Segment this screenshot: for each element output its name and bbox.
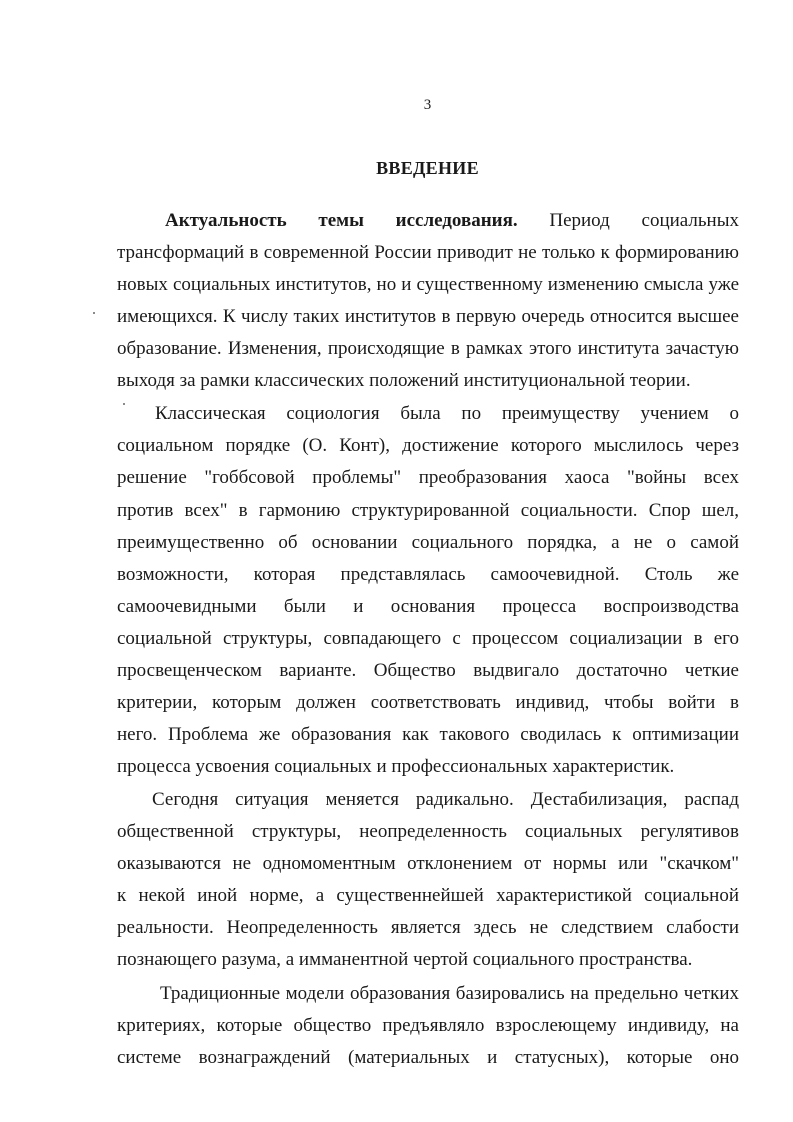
text-line: имеющихся. К числу таких институтов в первую очередь относится высшее [117, 306, 739, 327]
text-line: Традиционные модели образования базировались на предельно четких [160, 983, 739, 1004]
text-line: Классическая социология была по преимуществу учением о [155, 403, 739, 424]
text-line: системе вознаграждений (материальных и статусных), которые оно [117, 1047, 739, 1068]
text-line: Сегодня ситуация меняется радикально. Дестабилизация, распад [152, 789, 739, 810]
page-number: 3 [423, 97, 432, 113]
text-line: образование. Изменения, происходящие в рамках этого института зачастую [117, 338, 739, 359]
text-line: преимущественно об основании социального порядка, а не о самой [117, 532, 739, 553]
text-line: процесса усвоения социальных и профессиональных характеристик. [117, 756, 675, 777]
text-line: самоочевидными были и основания процесса воспроизводства [117, 596, 739, 617]
text-line [165, 209, 739, 233]
text-line: выходя за рамки классических положений институциональной теории. [117, 370, 691, 391]
text-line: общественной структуры, неопределенность социальных регулятивов [117, 821, 739, 842]
text-line: критерии, которым должен соответствовать индивид, чтобы войти в [117, 692, 739, 713]
text-line: решение "гоббсовой проблемы" преобразования хаоса "войны всех [117, 467, 739, 488]
text-line: просвещенческом варианте. Общество выдвигало достаточно четкие [117, 660, 739, 681]
bold-lead: Актуальность темы исследования. [165, 210, 518, 231]
text-line: реальности. Неопределенность является здесь не следствием слабости [117, 917, 739, 938]
text-line: него. Проблема же образования как такового сводилась к оптимизации [117, 724, 739, 745]
text-line: трансформаций в современной России приводит не только к формированию [117, 242, 739, 263]
text-line: социальной структуры, совпадающего с процессом социализации в его [117, 628, 739, 649]
text-line: против всех" в гармонию структурированной социальности. Спор шел, [117, 500, 739, 521]
text-line: познающего разума, а имманентной чертой социального пространства. [117, 949, 693, 970]
text-line: возможности, которая представлялась самоочевидной. Столь же [117, 564, 739, 585]
line-text: Период социальных [517, 210, 739, 231]
text-line: оказываются не одномоментным отклонением от нормы или "скачком" [117, 853, 739, 874]
text-line: новых социальных институтов, но и существенному изменению смысла уже [117, 274, 739, 295]
text-line: критериях, которые общество предъявляло взрослеющему индивиду, на [117, 1015, 739, 1036]
section-heading: ВВЕДЕНИЕ [376, 158, 479, 178]
scan-speck [123, 403, 125, 405]
text-line: социальном порядке (О. Конт), достижение которого мыслилось через [117, 435, 739, 456]
scan-speck [93, 312, 95, 314]
text-line: к некой иной норме, а существеннейшей характеристикой социальной [117, 885, 739, 906]
